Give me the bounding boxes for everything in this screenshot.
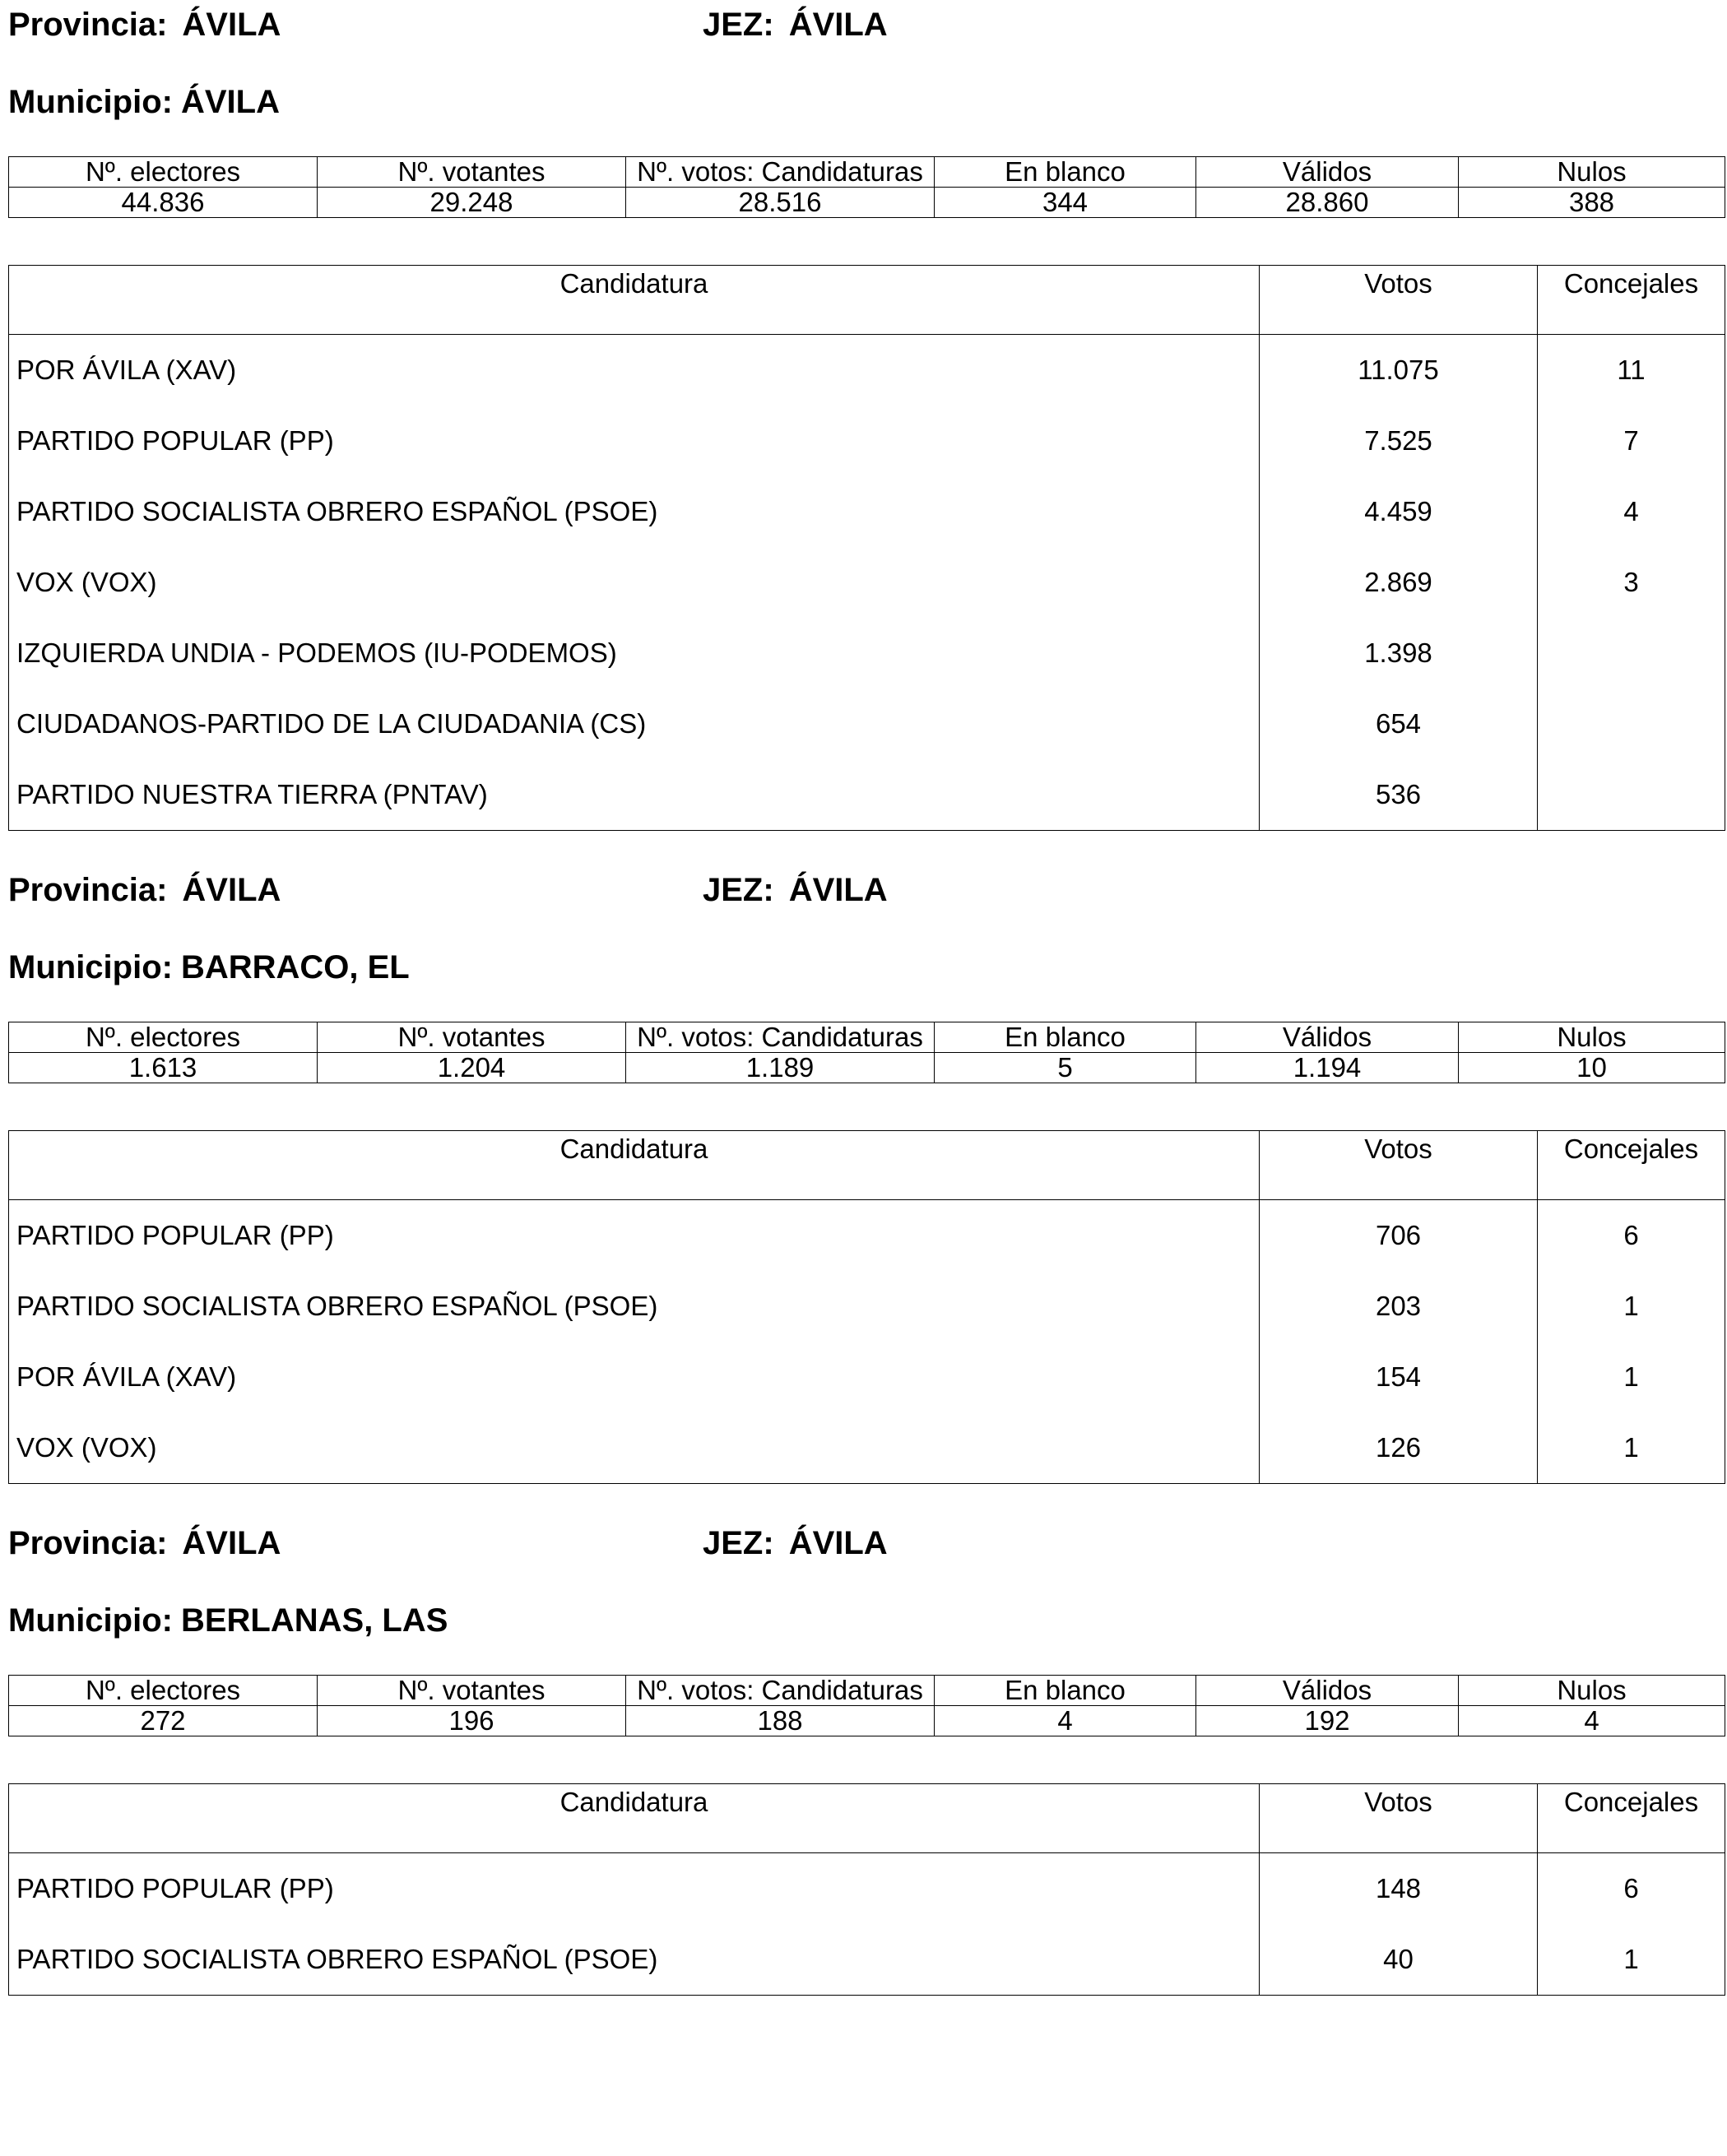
candidate-row	[9, 1853, 1725, 1925]
municipio-heading	[8, 951, 410, 984]
summary-value-cell: 5	[935, 1053, 1196, 1083]
candidate-name: PARTIDO SOCIALISTA OBRERO ESPAÑOL (PSOE)	[9, 476, 1260, 547]
summary-value-cell: 192	[1196, 1706, 1459, 1736]
summary-header-cell: Nulos	[1459, 157, 1725, 188]
candidate-concejales: 6	[1538, 1853, 1725, 1925]
candidate-name: PARTIDO SOCIALISTA OBRERO ESPAÑOL (PSOE)	[9, 1924, 1260, 1996]
summary-table	[8, 1675, 1725, 1736]
summary-value-cell: 196	[318, 1706, 626, 1736]
summary-header-cell: Válidos	[1196, 1022, 1459, 1053]
summary-value-cell: 272	[9, 1706, 318, 1736]
candidate-row	[9, 1271, 1725, 1342]
candidate-row	[9, 476, 1725, 547]
summary-header-row	[9, 1022, 1725, 1053]
summary-header-cell: Válidos	[1196, 1676, 1459, 1706]
jez-heading	[703, 8, 888, 41]
jez-value: ÁVILA	[788, 7, 888, 43]
candidate-name: PARTIDO POPULAR (PP)	[9, 1200, 1260, 1272]
summary-value-cell: 4	[935, 1706, 1196, 1736]
candidate-concejales: 1	[1538, 1342, 1725, 1412]
provincia-label: Provincia:	[8, 872, 168, 908]
candidate-votos: 11.075	[1260, 335, 1538, 406]
candidate-concejales	[1538, 689, 1725, 759]
summary-header-cell: Nº. votantes	[318, 157, 626, 188]
candidate-votos: 148	[1260, 1853, 1538, 1925]
candidate-row	[9, 689, 1725, 759]
provincia-label: Provincia:	[8, 1525, 168, 1561]
candidate-votos: 1.398	[1260, 618, 1538, 689]
summary-header-cell: Nº. votos: Candidaturas	[626, 1676, 935, 1706]
candidates-header-row	[9, 1784, 1725, 1853]
jez-value: ÁVILA	[788, 1525, 888, 1561]
summary-header-cell: Nº. electores	[9, 157, 318, 188]
provincia-value: ÁVILA	[182, 7, 281, 43]
candidate-votos: 126	[1260, 1412, 1538, 1484]
candidate-concejales: 1	[1538, 1412, 1725, 1484]
candidate-votos: 654	[1260, 689, 1538, 759]
candidate-name: CIUDADANOS-PARTIDO DE LA CIUDADANIA (CS)	[9, 689, 1260, 759]
candidate-name: PARTIDO POPULAR (PP)	[9, 406, 1260, 476]
candidate-row	[9, 759, 1725, 831]
provincia-value: ÁVILA	[182, 1525, 281, 1561]
votos-header: Votos	[1260, 266, 1538, 335]
candidate-concejales	[1538, 759, 1725, 831]
votos-header: Votos	[1260, 1784, 1538, 1853]
candidate-concejales: 1	[1538, 1271, 1725, 1342]
candidate-name: POR ÁVILA (XAV)	[9, 335, 1260, 406]
summary-header-cell: Nº. votantes	[318, 1676, 626, 1706]
candidate-votos: 706	[1260, 1200, 1538, 1272]
jez-value: ÁVILA	[788, 872, 888, 908]
summary-value-cell: 1.613	[9, 1053, 318, 1083]
candidate-row	[9, 1200, 1725, 1272]
candidate-votos: 154	[1260, 1342, 1538, 1412]
summary-value-cell: 28.516	[626, 188, 935, 218]
municipio-label: Municipio:	[8, 1602, 173, 1639]
summary-header-row	[9, 1676, 1725, 1706]
summary-header-cell: En blanco	[935, 1676, 1196, 1706]
summary-value-row	[9, 1706, 1725, 1736]
summary-header-cell: En blanco	[935, 157, 1196, 188]
candidatura-header: Candidatura	[9, 266, 1260, 335]
candidate-row	[9, 1342, 1725, 1412]
candidate-concejales: 11	[1538, 335, 1725, 406]
summary-value-cell: 388	[1459, 188, 1725, 218]
candidate-name: VOX (VOX)	[9, 547, 1260, 618]
provincia-heading	[8, 874, 281, 906]
candidate-concejales: 3	[1538, 547, 1725, 618]
summary-table	[8, 156, 1725, 218]
summary-header-cell: Nº. votos: Candidaturas	[626, 157, 935, 188]
summary-value-cell: 1.204	[318, 1053, 626, 1083]
candidate-name: IZQUIERDA UNDIA - PODEMOS (IU-PODEMOS)	[9, 618, 1260, 689]
jez-label: JEZ:	[703, 1525, 774, 1561]
summary-value-cell: 10	[1459, 1053, 1725, 1083]
summary-header-cell: Nº. votantes	[318, 1022, 626, 1053]
jez-heading	[703, 1527, 888, 1560]
candidate-name: PARTIDO SOCIALISTA OBRERO ESPAÑOL (PSOE)	[9, 1271, 1260, 1342]
candidate-concejales: 1	[1538, 1924, 1725, 1996]
summary-header-cell: Nulos	[1459, 1676, 1725, 1706]
provincia-label: Provincia:	[8, 7, 168, 43]
summary-header-cell: Nº. electores	[9, 1022, 318, 1053]
summary-value-row	[9, 1053, 1725, 1083]
candidate-name: PARTIDO NUESTRA TIERRA (PNTAV)	[9, 759, 1260, 831]
candidate-votos: 7.525	[1260, 406, 1538, 476]
summary-value-cell: 1.194	[1196, 1053, 1459, 1083]
municipio-value: BARRACO, EL	[180, 949, 410, 985]
candidates-table	[8, 1783, 1725, 1996]
candidate-row	[9, 618, 1725, 689]
candidate-row	[9, 335, 1725, 406]
candidate-concejales: 6	[1538, 1200, 1725, 1272]
candidate-concejales: 7	[1538, 406, 1725, 476]
summary-value-cell: 44.836	[9, 188, 318, 218]
summary-value-cell: 4	[1459, 1706, 1725, 1736]
votos-header: Votos	[1260, 1131, 1538, 1200]
summary-value-cell: 29.248	[318, 188, 626, 218]
candidates-table	[8, 265, 1725, 831]
candidate-votos: 2.869	[1260, 547, 1538, 618]
municipio-label: Municipio:	[8, 949, 173, 985]
candidate-votos: 4.459	[1260, 476, 1538, 547]
summary-header-cell: En blanco	[935, 1022, 1196, 1053]
candidate-row	[9, 547, 1725, 618]
concejales-header: Concejales	[1538, 1131, 1725, 1200]
summary-table	[8, 1022, 1725, 1083]
candidatura-header: Candidatura	[9, 1784, 1260, 1853]
candidate-row	[9, 1412, 1725, 1484]
candidate-votos: 203	[1260, 1271, 1538, 1342]
summary-value-cell: 28.860	[1196, 188, 1459, 218]
jez-heading	[703, 874, 888, 906]
summary-header-cell: Nº. votos: Candidaturas	[626, 1022, 935, 1053]
candidate-name: POR ÁVILA (XAV)	[9, 1342, 1260, 1412]
summary-header-row	[9, 157, 1725, 188]
provincia-heading	[8, 8, 281, 41]
summary-header-cell: Nº. electores	[9, 1676, 318, 1706]
candidate-votos: 40	[1260, 1924, 1538, 1996]
summary-value-cell: 188	[626, 1706, 935, 1736]
provincia-value: ÁVILA	[182, 872, 281, 908]
concejales-header: Concejales	[1538, 266, 1725, 335]
jez-label: JEZ:	[703, 7, 774, 43]
summary-value-cell: 1.189	[626, 1053, 935, 1083]
candidate-name: VOX (VOX)	[9, 1412, 1260, 1484]
candidate-row	[9, 1924, 1725, 1996]
municipio-value: ÁVILA	[180, 84, 280, 120]
candidate-votos: 536	[1260, 759, 1538, 831]
candidate-concejales	[1538, 618, 1725, 689]
municipio-value: BERLANAS, LAS	[180, 1602, 448, 1639]
summary-value-cell: 344	[935, 188, 1196, 218]
candidates-header-row	[9, 1131, 1725, 1200]
candidate-row	[9, 406, 1725, 476]
municipio-heading	[8, 1604, 448, 1637]
municipio-label: Municipio:	[8, 84, 173, 120]
candidate-concejales: 4	[1538, 476, 1725, 547]
jez-label: JEZ:	[703, 872, 774, 908]
concejales-header: Concejales	[1538, 1784, 1725, 1853]
candidates-header-row	[9, 266, 1725, 335]
municipio-heading	[8, 86, 280, 118]
candidates-table	[8, 1130, 1725, 1484]
summary-value-row	[9, 188, 1725, 218]
provincia-heading	[8, 1527, 281, 1560]
candidatura-header: Candidatura	[9, 1131, 1260, 1200]
candidate-name: PARTIDO POPULAR (PP)	[9, 1853, 1260, 1925]
summary-header-cell: Nulos	[1459, 1022, 1725, 1053]
summary-header-cell: Válidos	[1196, 157, 1459, 188]
